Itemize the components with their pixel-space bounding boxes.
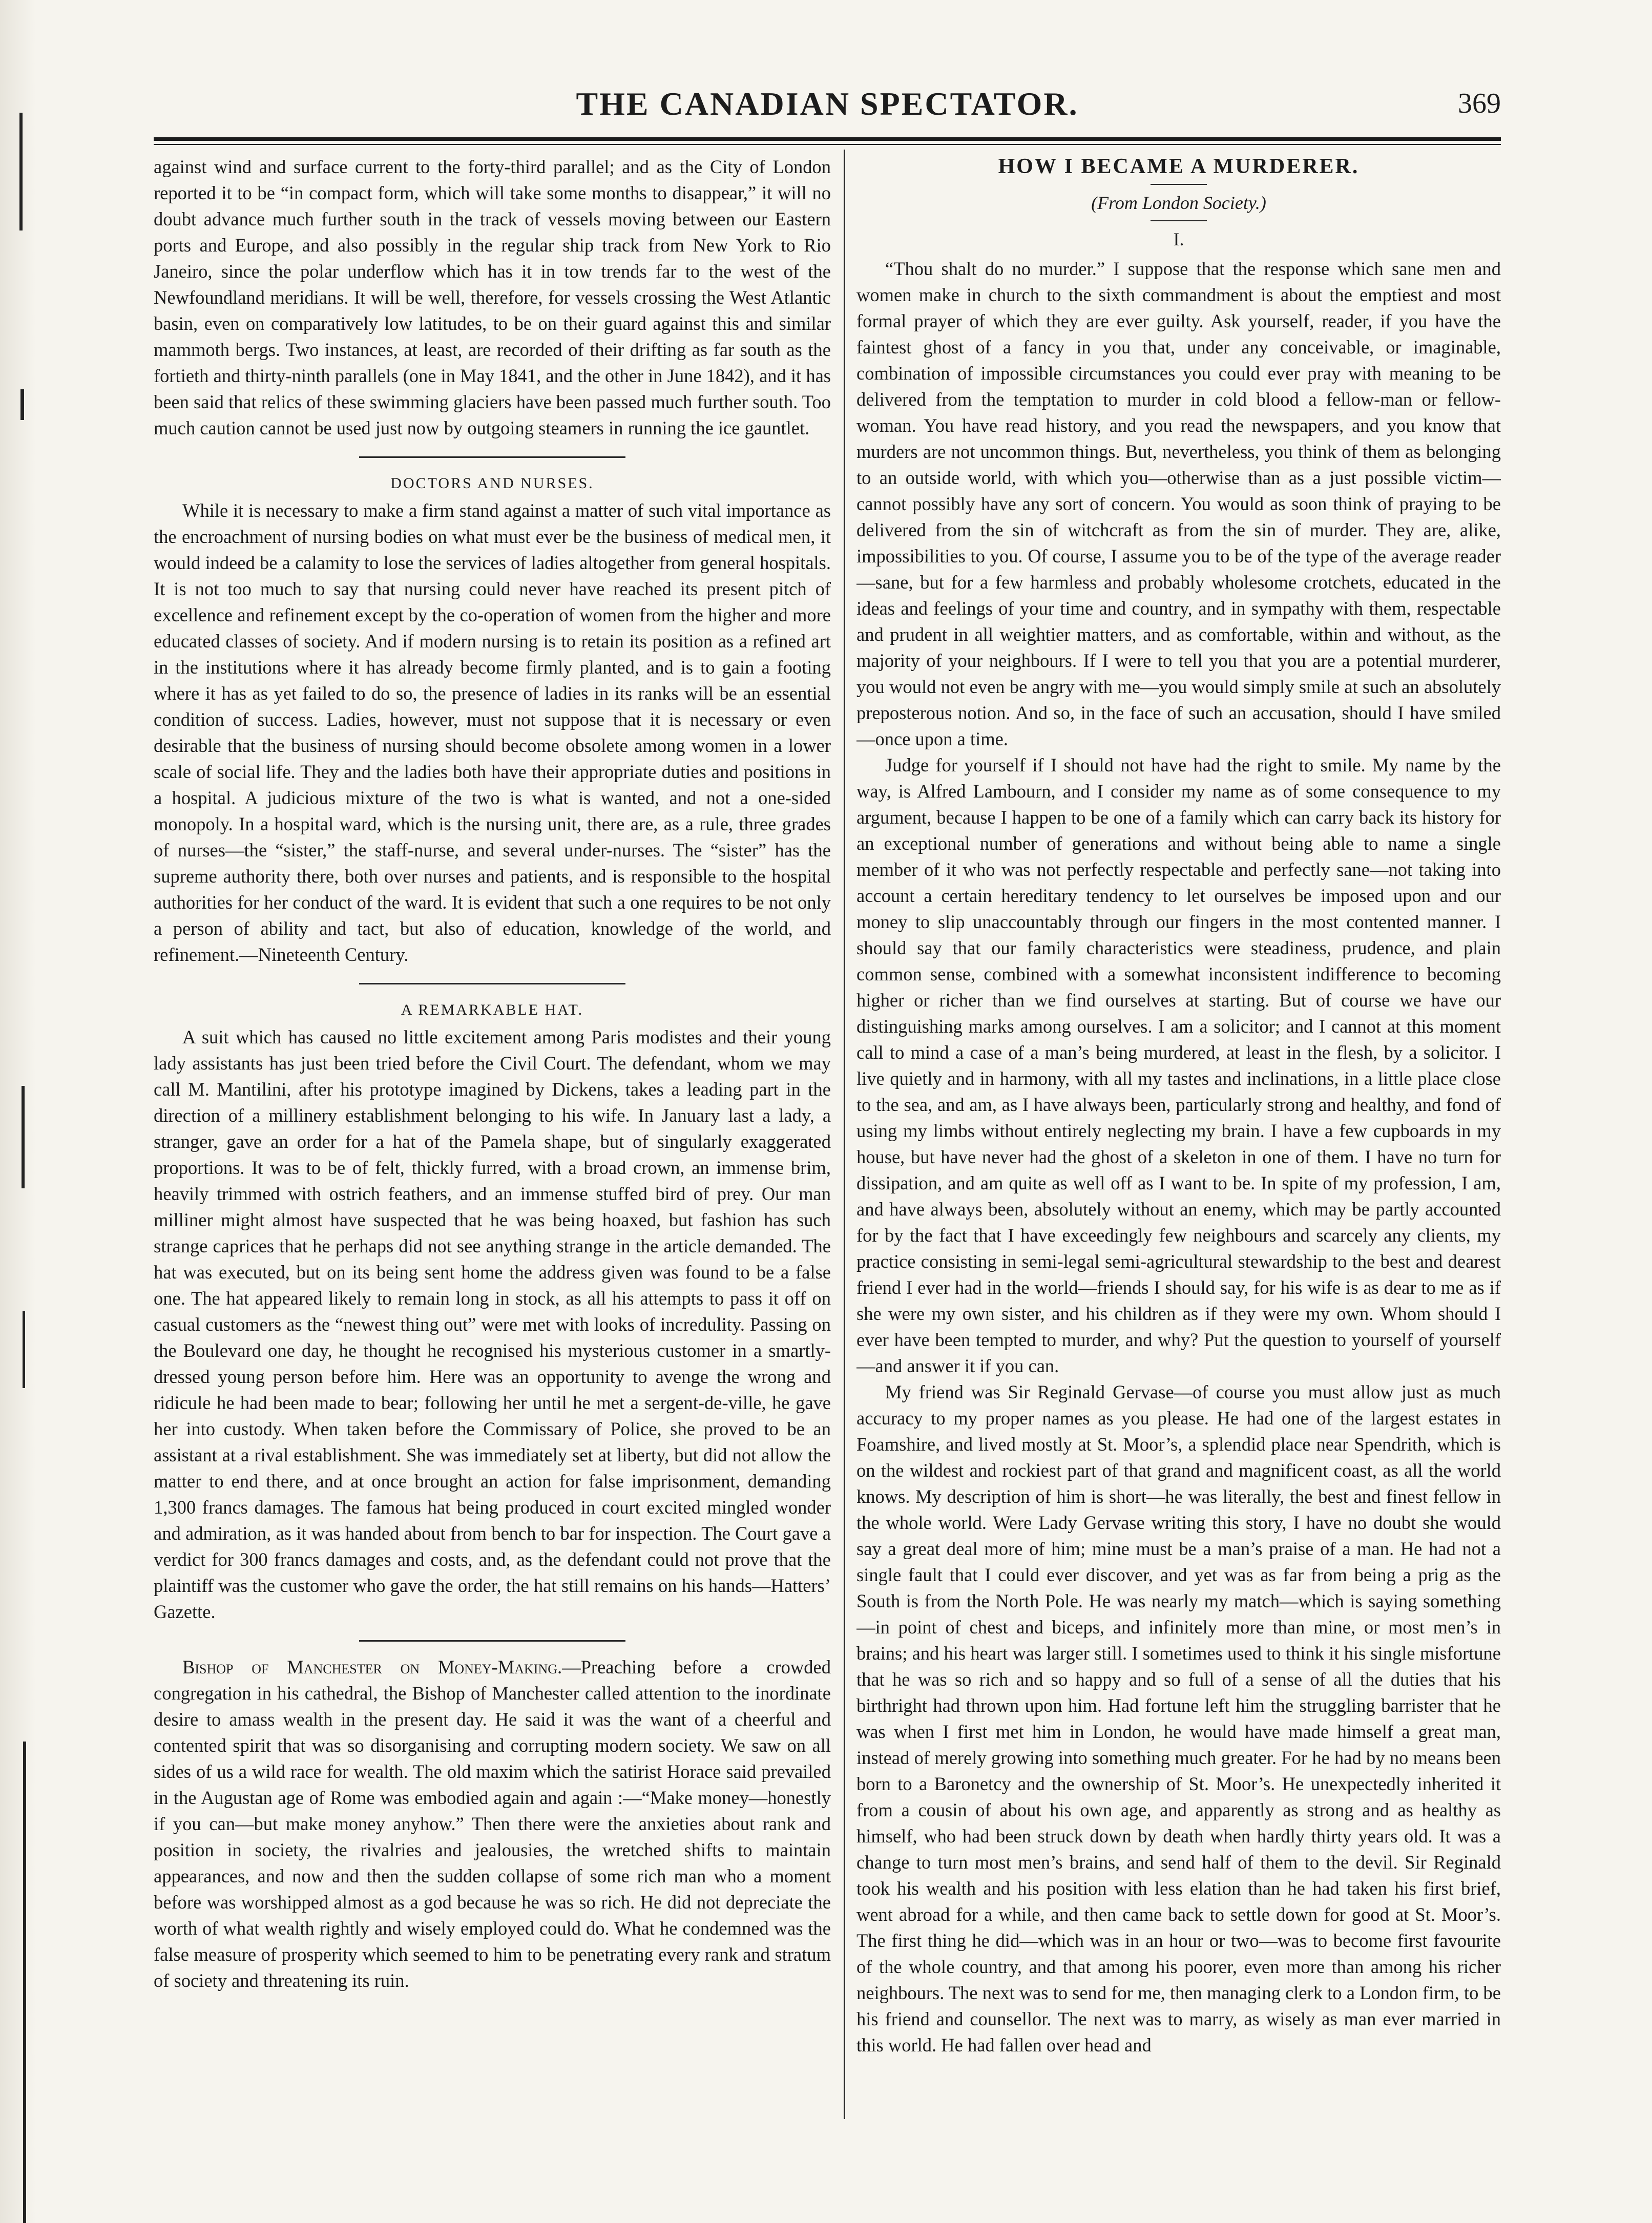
left-column <box>154 154 831 2115</box>
journal-title: THE CANADIAN SPECTATOR. <box>576 86 1079 122</box>
right-column <box>856 154 1501 2115</box>
doctors-heading: DOCTORS AND NURSES. <box>390 475 594 492</box>
edge-mark-bottom <box>23 1742 26 2223</box>
bishop-body: —Preaching before a crowded congregation in his cathedral, the Bishop of Manchester called attention to the inordinate desire to amass wealth in the present day. He said it was the want of a cheerful and contented spirit that was so disorganising and corrupting modern society. We saw on all sides of us a wild race for wealth. The old maxim which the satirist Horace said prevailed in the Augustan age of Rome was embodied again and again :—“Make money—honestly if you can—but make money anyhow.” Then there were the anxieties about rank and position in society, the rivalries and jealousies, the wretched shifts to maintain appearances, and now and then the sudden collapse of some rich man who a moment before was worshipped almost as a god because he was so rich. He did not depreciate the worth of what wealth rightly and wisely employed could do. What he condemned was the false measure of prosperity which seemed to him to be penetrating every rank and stratum of society and threatening its ruin. <box>154 1656 831 1991</box>
page-number: 369 <box>1458 88 1501 119</box>
column-divider <box>844 150 845 2119</box>
masthead-rule-thick <box>154 137 1501 141</box>
iceberg-continuation: against wind and surface current to the forty-third parallel; and as the City of London reported it to be “in compact form, which will take some months to disappear,” it will no doubt advance much further south in the track of vessels moving between our Eastern ports and Europe, and also possibly in the regular ship track from New York to Rio Janeiro, since the polar underflow which has it in tow trends far to the west of the Newfoundland meridians. It will be well, therefore, for vessels crossing the West Atlantic basin, even on comparatively low latitudes, to be on their guard against this and similar mammoth bergs. Two instances, at least, are recorded of their drifting as far south as the fortieth and thirty-ninth parallels (one in May 1841, and the other in June 1842), and it has been said that relics of these swimming glaciers have been passed much further south. Too much caution cannot be used just now by outgoing steamers in running the ice gauntlet. <box>154 156 831 438</box>
masthead <box>154 82 1501 138</box>
chapter-number: I. <box>1173 229 1184 249</box>
section-rule <box>359 983 625 984</box>
bishop-lead: Bishop of Manchester on Money-Making. <box>182 1656 562 1677</box>
edge-mark-upper <box>20 389 24 420</box>
scan-edge <box>0 0 36 2223</box>
edge-mark-top <box>19 113 23 230</box>
source-rule <box>1151 220 1207 221</box>
title-rule <box>1151 184 1207 185</box>
story-source: (From London Society.) <box>1091 193 1266 213</box>
hat-body: A suit which has caused no little excitement among Paris modistes and their young lady assistants has just been tried before the Civil Court. The defendant, whom we may call M. Mantilini, after his prototype imagined by Dickens, takes a leading part in the direction of a millinery establishment belonging to his wife. In January last a lady, a stranger, gave an order for a hat of the Pamela shape, but of singularly exaggerated proportions. It was to be of felt, thickly furred, with a broad crown, an immense brim, heavily trimmed with ostrich feathers, and an immense stuffed bird of prey. Our man milliner might almost have suspected that he was being hoaxed, but fashion has such strange caprices that he perhaps did not see anything strange in the article demanded. The hat was executed, but on its being sent home the address given was found to be a false one. The hat appeared likely to remain long in stock, as all his attempts to pass it off on casual customers as the “newest thing out” were met with looks of incredulity. Passing on the Boulevard one day, he thought he recognised his mysterious customer in a smartly-dressed young person before him. Here was an opportunity to avenge the wrong and ridicule he had been made to bear; following her until he met a sergent-de-ville, he gave her into custody. When taken before the Commissary of Police, she proved to be an assistant at a rival establishment. She was immediately set at liberty, but did not allow the matter to end there, and at once brought an action for false imprisonment, demanding 1,300 francs damages. The famous hat being produced in court excited mingled wonder and admiration, as it was handed about from bench to bar for inspection. The Court gave a verdict for 300 francs damages and costs, and, as the defendant could not prove that the plaintiff was the customer who gave the order, the hat still remains on his hands—Hatters’ Gazette. <box>154 1026 831 1622</box>
story-title: HOW I BECAME A MURDERER. <box>998 155 1360 178</box>
story-paragraph: Judge for yourself if I should not have had the right to smile. My name by the way, is Alfred Lambourn, and I consider my name as of some consequence to my argument, because I happen to be one of a family which can carry back its history for an exceptional number of generations and without being able to name a single member of it who was not perfectly respectable and perfectly sane—not taking into account a certain hereditary tendency to let ourselves be imposed upon and our money to slip unaccountably through our fingers in the most contented manner. I should say that our family characteristics were steadiness, prudence, and plain common sense, combined with a somewhat inconsistent indifference to becoming higher or richer than we find ourselves at starting. But of course we have our distinguishing marks among ourselves. I am a solicitor; and I cannot at this moment call to mind a case of a man’s being murdered, at least in the flesh, by a solicitor. I live quietly and in harmony, with all my tastes and inclinations, in a little place close to the sea, and am, as I have always been, particularly strong and healthy, and fond of using my limbs without entirely neglecting my brain. I have a few cupboards in my house, but have never had the ghost of a skeleton in one of them. I have no turn for dissipation, and am quite as well off as I want to be. In spite of my profession, I am, and have always been, absolutely without an enemy, which may be partly accounted for by the fact that I have exceedingly few neighbours and scarcely any clients, my practice consisting in semi-legal semi-agricultural stewardship to the best and dearest friend I ever had in the world—friends I should say, for his wife is as dear to me as if she were my own sister, and his children as if they were my own. Whom should I ever have been tempted to murder, and why? Put the question to yourself of yourself—and answer it if you can. <box>856 754 1501 1376</box>
edge-mark-middle <box>22 1086 25 1188</box>
doctors-body: While it is necessary to make a firm stand against a matter of such vital importance as the encroachment of nursing bodies on what must ever be the business of medical men, it would indeed be a calamity to lose the services of ladies altogether from general hospitals. It is not too much to say that nursing could never have reached its present pitch of excellence and refinement except by the co-operation of women from the higher and more educated classes of society. And if modern nursing is to retain its position as a refined art in the institutions where it has already become firmly planted, and is to gain a footing where it has as yet failed to do so, the presence of ladies in its ranks will be an essential condition of success. Ladies, however, must not suppose that it is necessary or even desirable that the business of nursing should become obsolete among women in a lower scale of social life. They and the ladies both have their appropriate duties and positions in a hospital. A judicious mixture of the two is what is wanted, and not a one-sided monopoly. In a hospital ward, which is the nursing unit, there are, as a rule, three grades of nurses—the “sister,” the staff-nurse, and several under-nurses. The “sister” has the supreme authority there, both over nurses and patients, and is responsible to the hospital authorities for her conduct of the ward. It is evident that such a one requires to be not only a person of ability and tact, but also of education, knowledge of the world, and refinement.—Nineteenth Century. <box>154 500 831 965</box>
masthead-rule-thin <box>154 144 1501 145</box>
story-paragraph: My friend was Sir Reginald Gervase—of course you must allow just as much accuracy to my proper names as you please. He had one of the largest estates in Foamshire, and lived mostly at St. Moor’s, a splendid place near Spendrith, which is on the wildest and rockiest part of that grand and magnificent coast, as all the world knows. My description of him is short—he was literally, the best and finest fellow in the whole world. Were Lady Gervase writing this story, I have no doubt she would say a great deal more of him; mine must be a man’s praise of a man. He had not a single fault that I could ever discover, and yet was as far from being a prig as the South is from the North Pole. He was nearly my match—which is saying something—in point of chest and biceps, and infinitely more than mine, or most men’s in brains; and his heart was larger still. I sometimes used to think it his single misfortune that he was so rich and so happy and so full of a sense of all the duties that his birthright had thrown upon him. Had fortune left him the struggling barrister that he was when I first met him in London, he would have made himself a great man, instead of merely growing into something much greater. For he had by no means been born to a Baronetcy and the ownership of St. Moor’s. He unexpectedly inherited it from a cousin of about his own age, and apparently as strong and as healthy as himself, who had been struck down by death when hardly thirty years old. It was a change to turn most men’s brains, and send half of them to the devil. Sir Reginald took his wealth and his position with less elation than he had taken his first brief, went abroad for a while, and then came back to settle down for good at St. Moor’s. The first thing he did—which was in an hour or two—was to become first favourite of the whole country, and that among his poorer, even more than among his richer neighbours. The next was to send for me, then managing clerk to a London firm, to be his friend and counsellor. The next was to marry, as wisely as man ever married in this world. He had fallen over head and <box>856 1381 1501 2056</box>
section-rule <box>359 456 625 458</box>
edge-mark-lower <box>23 1311 25 1388</box>
section-rule <box>359 1640 625 1642</box>
hat-heading: A REMARKABLE HAT. <box>401 1001 584 1018</box>
bishop-paragraph <box>154 1654 831 1994</box>
story-paragraph: “Thou shalt do no murder.” I suppose that the response which sane men and women make in church to the sixth commandment is about the emptiest and most formal prayer of which they are ever guilty. Ask yourself, reader, if you have the faintest ghost of a fancy in you that, under any conceivable, or imaginable, combination of impossible circumstances you could ever pray with meaning to be delivered from the temptation to murder in cold blood a fellow-man or fellow-woman. You have read history, and you read the newspapers, and you know that murders are not uncommon things. But, nevertheless, you think of them as belonging to an outside world, with which you—otherwise than as a just possible victim—cannot possibly have any sort of concern. You would as soon think of praying to be delivered from the sin of witchcraft as from the sin of murder. They are, alike, impossibilities to you. Of course, I assume you to be of the type of the average reader—sane, but for a few harmless and probably wholesome crotchets, educated in the ideas and feelings of your time and country, and in sympathy with them, respectable and prudent in all weightier matters, and as comfortable, within and without, as the majority of your neighbours. If I were to tell you that you are a potential murderer, you would not even be angry with me—you would simply smile at such an absolutely preposterous notion. And so, in the face of such an accusation, should I have smiled—once upon a time. <box>856 258 1501 749</box>
